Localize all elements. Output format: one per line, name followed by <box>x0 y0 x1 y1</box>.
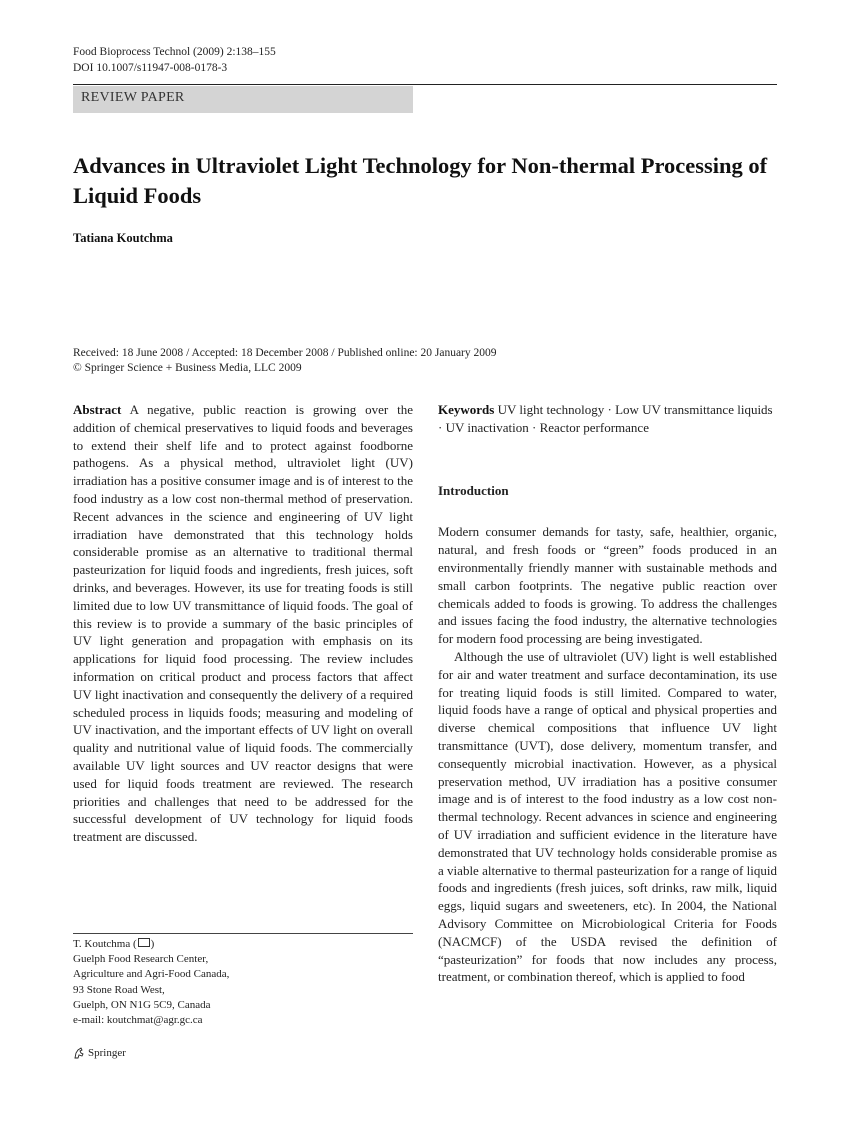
footnote-rule <box>73 933 413 934</box>
introduction-heading: Introduction <box>438 482 509 498</box>
doi: DOI 10.1007/s11947-008-0178-3 <box>73 62 228 74</box>
abstract-text: A negative, public reaction is growing over the addition of chemical preservatives to liquid foods and beverages to extend their shelf life and to protect against foodborne pathogens. As a physical method, ultraviolet light (UV) irradiation has a positive consumer image and is of interest to the food industry as a low cost non-thermal method of preservation. Recent advances in the science and engineering of UV light irradiation have demonstrated that this technology holds considerable promise as an alternative to traditional thermal pasteurization for liquid foods and ingredients, fresh juices, soft drinks, and beverages. However, its use for treating foods is still limited due to low UV transmittance of liquid foods. The goal of this review is to provide a summary of the basic principles of UV light generation and propagation with emphasis on its applications for liquid food processing. The review includes information on critical product and process factors that affect UV light inactivation and consequently the delivery of a required scheduled process in liquids foods; measuring and modeling of UV inactivation, and the important effects of UV light on overall quality and nutritional value of liquid foods. The commercially available UV light sources and UV reactor designs that were used for liquid foods treatment are reviewed. The research priorities and challenges that need to be addressed for the successful development of UV technology for liquid foods treatment are discussed. <box>73 402 413 845</box>
right-column <box>438 401 777 986</box>
affiliation-line: Agriculture and Agri-Food Canada, <box>73 968 230 981</box>
author-name: Tatiana Koutchma <box>73 231 173 245</box>
introduction-paragraph-2: Although the use of ultraviolet (UV) light is well established for air and water treatment and surface decontamination, its use for treating liquid foods is still limited. Compared to water, liquid foods have a range of optical and physical properties and diverse chemical compositions that influence UV light transmittance (UVT), dose delivery, momentum transfer, and consequently microbial inactivation. However, as a physical preservation method, UV irradiation has a positive consumer image and is of interest to the food industry as a low cost non-thermal technology. Recent advances in science and engineering of UV irradiation and sufficient evidence in the literature have demonstrated that UV technology holds considerable promise as a viable alternative to thermal pasteurization for a range of liquid foods and ingredients (fresh juices, soft drinks, raw milk, liquid eggs, liquid sugars and sweeteners, etc). In 2004, the National Advisory Committee on Microbiological Criteria for Foods (NACMCF) of the USDA revised the definition of “pasteurization” for foods that now includes any process, treatment, or combination thereof, which is applied to food <box>438 648 777 985</box>
affiliation-line: Guelph, ON N1G 5C9, Canada <box>73 998 211 1011</box>
envelope-icon <box>138 938 150 947</box>
keyword: · Reactor performance <box>529 420 649 435</box>
copyright-notice: © Springer Science + Business Media, LLC 2009 <box>73 362 302 374</box>
keywords <box>438 401 777 437</box>
published-date: / Published online: 20 January 2009 <box>328 347 496 359</box>
abstract <box>73 401 413 846</box>
journal-citation: Food Bioprocess Technol (2009) 2:138–155 <box>73 46 276 58</box>
left-column <box>73 401 413 846</box>
author-email[interactable]: e-mail: koutchmat@agr.gc.ca <box>73 1014 203 1027</box>
accepted-date: / Accepted: 18 December 2008 <box>183 347 328 359</box>
keyword: UV light technology <box>497 402 605 417</box>
affiliation-line: 93 Stone Road West, <box>73 983 165 996</box>
publisher-name: Springer <box>88 1047 126 1059</box>
affiliation-line: Guelph Food Research Center, <box>73 953 209 966</box>
author-affiliation <box>73 937 229 1028</box>
publication-dates <box>73 346 497 361</box>
keyword: · UV inactivation <box>438 420 529 435</box>
introduction-paragraph-1: Modern consumer demands for tasty, safe, healthier, organic, natural, and fresh foods or “green” foods produced in an environmentally friendly manner with sustainable methods and small carbon footprints. The negative public reaction over chemicals added to foods is growing. To address the challenges and issues facing the food industry, the alternative technologies for modern food processing are being investigated. <box>438 524 777 647</box>
article-title: Advances in Ultraviolet Light Technology for Non-thermal Processing of Liquid Foods <box>73 153 768 208</box>
keywords-label: Keywords <box>438 402 495 417</box>
article-type-label: REVIEW PAPER <box>81 90 185 105</box>
keyword: · Low UV transmittance liquids <box>604 402 772 417</box>
received-date: Received: 18 June 2008 <box>73 347 184 359</box>
abstract-label: Abstract <box>73 402 122 417</box>
page-footer <box>73 1047 126 1059</box>
corresponding-author: T. Koutchma ( ) <box>73 938 155 950</box>
springer-horse-icon <box>73 1047 85 1059</box>
